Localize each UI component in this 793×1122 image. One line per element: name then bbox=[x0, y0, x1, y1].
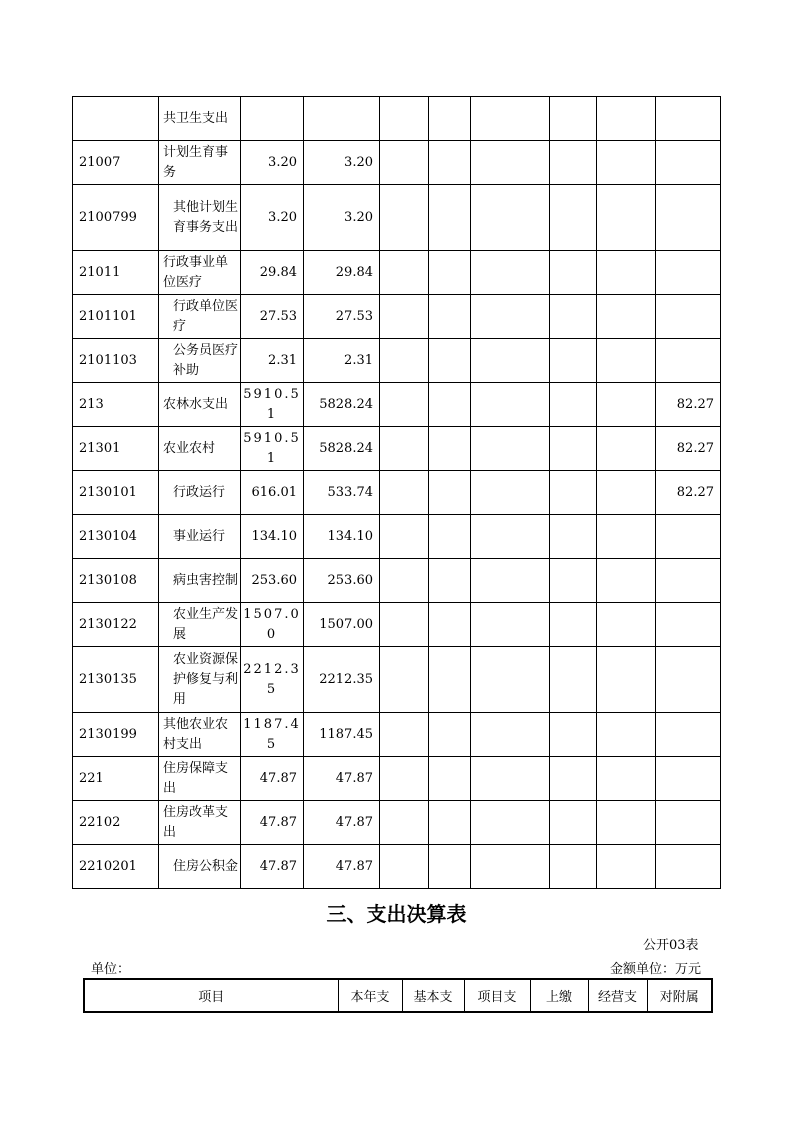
section-title: 三、支出决算表 bbox=[326, 902, 467, 926]
row-code: 2130135 bbox=[73, 647, 159, 713]
row-empty-cell bbox=[597, 515, 656, 559]
row-empty-cell bbox=[550, 185, 597, 251]
row-total: 5910.51 bbox=[241, 427, 304, 471]
row-basic: 1187.45 bbox=[304, 713, 380, 757]
row-empty-cell bbox=[429, 757, 471, 801]
row-empty-cell bbox=[597, 647, 656, 713]
row-subsidiary bbox=[656, 339, 721, 383]
row-empty-cell bbox=[597, 383, 656, 427]
row-empty-cell bbox=[471, 383, 550, 427]
row-subsidiary bbox=[656, 757, 721, 801]
row-subsidiary bbox=[656, 141, 721, 185]
row-name: 住房保障支出 bbox=[159, 757, 241, 801]
row-code: 21301 bbox=[73, 427, 159, 471]
row-subsidiary bbox=[656, 515, 721, 559]
row-basic bbox=[304, 97, 380, 141]
row-name: 农林水支出 bbox=[159, 383, 241, 427]
row-empty-cell bbox=[550, 427, 597, 471]
row-empty-cell bbox=[471, 647, 550, 713]
row-total: 2212.35 bbox=[241, 647, 304, 713]
row-empty-cell bbox=[471, 339, 550, 383]
row-empty-cell bbox=[471, 97, 550, 141]
row-empty-cell bbox=[550, 515, 597, 559]
row-empty-cell bbox=[471, 427, 550, 471]
row-total: 27.53 bbox=[241, 295, 304, 339]
row-empty-cell bbox=[597, 185, 656, 251]
row-basic: 5828.24 bbox=[304, 383, 380, 427]
row-basic: 47.87 bbox=[304, 845, 380, 889]
row-total: 2.31 bbox=[241, 339, 304, 383]
row-code: 2210201 bbox=[73, 845, 159, 889]
row-empty-cell bbox=[597, 845, 656, 889]
row-total: 3.20 bbox=[241, 185, 304, 251]
row-empty-cell bbox=[550, 383, 597, 427]
row-basic: 533.74 bbox=[304, 471, 380, 515]
row-empty-cell bbox=[429, 713, 471, 757]
row-empty-cell bbox=[429, 383, 471, 427]
row-basic: 2212.35 bbox=[304, 647, 380, 713]
row-empty-cell bbox=[550, 141, 597, 185]
row-code bbox=[73, 97, 159, 141]
row-empty-cell bbox=[550, 647, 597, 713]
row-total: 134.10 bbox=[241, 515, 304, 559]
row-code: 2100799 bbox=[73, 185, 159, 251]
row-empty-cell bbox=[380, 559, 429, 603]
row-empty-cell bbox=[471, 185, 550, 251]
header-cell-subsidiary: 对附属 bbox=[647, 979, 712, 1012]
row-empty-cell bbox=[597, 801, 656, 845]
row-code: 213 bbox=[73, 383, 159, 427]
header-row bbox=[84, 979, 712, 1012]
row-empty-cell bbox=[471, 471, 550, 515]
row-empty-cell bbox=[550, 339, 597, 383]
row-empty-cell bbox=[471, 559, 550, 603]
table-row bbox=[73, 97, 721, 141]
row-name: 公务员医疗补助 bbox=[159, 339, 241, 383]
table-row bbox=[73, 559, 721, 603]
row-empty-cell bbox=[471, 141, 550, 185]
table-row bbox=[73, 251, 721, 295]
row-name: 事业运行 bbox=[159, 515, 241, 559]
row-empty-cell bbox=[429, 647, 471, 713]
table-row bbox=[73, 141, 721, 185]
row-empty-cell bbox=[597, 427, 656, 471]
table-row bbox=[73, 515, 721, 559]
row-subsidiary bbox=[656, 647, 721, 713]
row-empty-cell bbox=[550, 295, 597, 339]
row-basic: 5828.24 bbox=[304, 427, 380, 471]
row-code: 2130108 bbox=[73, 559, 159, 603]
row-subsidiary bbox=[656, 97, 721, 141]
row-empty-cell bbox=[550, 845, 597, 889]
row-empty-cell bbox=[380, 801, 429, 845]
row-empty-cell bbox=[429, 559, 471, 603]
row-total: 253.60 bbox=[241, 559, 304, 603]
table-row bbox=[73, 471, 721, 515]
row-code: 22102 bbox=[73, 801, 159, 845]
expenditure-continuation-table bbox=[72, 96, 721, 889]
row-total: 47.87 bbox=[241, 801, 304, 845]
header-cell-basic: 基本支 bbox=[402, 979, 464, 1012]
row-code: 2101101 bbox=[73, 295, 159, 339]
row-empty-cell bbox=[550, 251, 597, 295]
table-row bbox=[73, 801, 721, 845]
row-total: 5910.51 bbox=[241, 383, 304, 427]
amount-unit: 金额单位：万元 bbox=[610, 962, 702, 977]
row-total: 29.84 bbox=[241, 251, 304, 295]
row-code: 2130199 bbox=[73, 713, 159, 757]
row-empty-cell bbox=[550, 801, 597, 845]
row-basic: 1507.00 bbox=[304, 603, 380, 647]
row-name: 农业农村 bbox=[159, 427, 241, 471]
row-empty-cell bbox=[597, 559, 656, 603]
row-empty-cell bbox=[380, 515, 429, 559]
row-empty-cell bbox=[380, 757, 429, 801]
row-empty-cell bbox=[429, 603, 471, 647]
table-row bbox=[73, 845, 721, 889]
row-empty-cell bbox=[380, 647, 429, 713]
row-empty-cell bbox=[597, 713, 656, 757]
header-cell-remit: 上缴 bbox=[530, 979, 588, 1012]
row-empty-cell bbox=[550, 603, 597, 647]
row-code: 2130104 bbox=[73, 515, 159, 559]
table-row bbox=[73, 185, 721, 251]
row-subsidiary bbox=[656, 801, 721, 845]
row-name: 行政单位医疗 bbox=[159, 295, 241, 339]
row-name: 病虫害控制 bbox=[159, 559, 241, 603]
unit-label: 单位： bbox=[91, 962, 131, 977]
row-empty-cell bbox=[429, 515, 471, 559]
row-empty-cell bbox=[380, 427, 429, 471]
row-empty-cell bbox=[380, 713, 429, 757]
row-total: 3.20 bbox=[241, 141, 304, 185]
row-name: 住房公积金 bbox=[159, 845, 241, 889]
row-basic: 47.87 bbox=[304, 801, 380, 845]
row-empty-cell bbox=[550, 559, 597, 603]
row-subsidiary: 82.27 bbox=[656, 383, 721, 427]
row-basic: 29.84 bbox=[304, 251, 380, 295]
row-empty-cell bbox=[597, 603, 656, 647]
row-empty-cell bbox=[550, 713, 597, 757]
row-empty-cell bbox=[597, 251, 656, 295]
row-total: 616.01 bbox=[241, 471, 304, 515]
row-total: 1187.45 bbox=[241, 713, 304, 757]
row-total: 47.87 bbox=[241, 845, 304, 889]
row-code: 2101103 bbox=[73, 339, 159, 383]
row-total: 1507.00 bbox=[241, 603, 304, 647]
row-empty-cell bbox=[380, 251, 429, 295]
row-empty-cell bbox=[429, 339, 471, 383]
row-code: 21007 bbox=[73, 141, 159, 185]
row-code: 2130101 bbox=[73, 471, 159, 515]
row-subsidiary bbox=[656, 295, 721, 339]
row-empty-cell bbox=[471, 757, 550, 801]
row-code: 21011 bbox=[73, 251, 159, 295]
row-empty-cell bbox=[429, 251, 471, 295]
row-total: 47.87 bbox=[241, 757, 304, 801]
row-name: 共卫生支出 bbox=[159, 97, 241, 141]
row-basic: 134.10 bbox=[304, 515, 380, 559]
table-row bbox=[73, 647, 721, 713]
row-empty-cell bbox=[380, 185, 429, 251]
row-subsidiary bbox=[656, 603, 721, 647]
header-cell-item: 项目 bbox=[84, 979, 338, 1012]
row-basic: 3.20 bbox=[304, 185, 380, 251]
row-empty-cell bbox=[597, 295, 656, 339]
row-total bbox=[241, 97, 304, 141]
row-name: 其他计划生育事务支出 bbox=[159, 185, 241, 251]
row-empty-cell bbox=[550, 757, 597, 801]
row-empty-cell bbox=[597, 141, 656, 185]
row-name: 行政事业单位医疗 bbox=[159, 251, 241, 295]
header-cell-operating: 经营支 bbox=[588, 979, 647, 1012]
row-empty-cell bbox=[380, 97, 429, 141]
table-row bbox=[73, 713, 721, 757]
table-row bbox=[73, 603, 721, 647]
row-name: 住房改革支出 bbox=[159, 801, 241, 845]
row-empty-cell bbox=[471, 845, 550, 889]
row-subsidiary bbox=[656, 185, 721, 251]
row-empty-cell bbox=[471, 801, 550, 845]
row-empty-cell bbox=[429, 801, 471, 845]
row-empty-cell bbox=[597, 339, 656, 383]
row-empty-cell bbox=[380, 603, 429, 647]
row-empty-cell bbox=[550, 471, 597, 515]
row-empty-cell bbox=[429, 295, 471, 339]
row-code: 2130122 bbox=[73, 603, 159, 647]
row-subsidiary: 82.27 bbox=[656, 471, 721, 515]
expenditure-final-accounts-table bbox=[83, 978, 713, 1013]
row-empty-cell bbox=[429, 97, 471, 141]
row-empty-cell bbox=[597, 97, 656, 141]
row-empty-cell bbox=[429, 845, 471, 889]
row-basic: 3.20 bbox=[304, 141, 380, 185]
table-row bbox=[73, 427, 721, 471]
row-subsidiary bbox=[656, 845, 721, 889]
row-empty-cell bbox=[597, 757, 656, 801]
row-empty-cell bbox=[429, 471, 471, 515]
row-empty-cell bbox=[471, 295, 550, 339]
header-cell-project: 项目支 bbox=[464, 979, 530, 1012]
row-empty-cell bbox=[380, 295, 429, 339]
row-empty-cell bbox=[380, 471, 429, 515]
row-subsidiary bbox=[656, 559, 721, 603]
row-basic: 253.60 bbox=[304, 559, 380, 603]
row-name: 农业资源保护修复与利用 bbox=[159, 647, 241, 713]
row-basic: 2.31 bbox=[304, 339, 380, 383]
header-cell-current-year: 本年支 bbox=[338, 979, 402, 1012]
row-basic: 47.87 bbox=[304, 757, 380, 801]
row-name: 计划生育事务 bbox=[159, 141, 241, 185]
row-code: 221 bbox=[73, 757, 159, 801]
row-empty-cell bbox=[380, 845, 429, 889]
row-empty-cell bbox=[597, 471, 656, 515]
row-empty-cell bbox=[471, 603, 550, 647]
row-empty-cell bbox=[471, 713, 550, 757]
row-empty-cell bbox=[550, 97, 597, 141]
row-name: 农业生产发展 bbox=[159, 603, 241, 647]
row-name: 其他农业农村支出 bbox=[159, 713, 241, 757]
row-empty-cell bbox=[471, 515, 550, 559]
row-subsidiary bbox=[656, 713, 721, 757]
row-empty-cell bbox=[380, 339, 429, 383]
row-empty-cell bbox=[471, 251, 550, 295]
row-basic: 27.53 bbox=[304, 295, 380, 339]
row-subsidiary bbox=[656, 251, 721, 295]
row-subsidiary: 82.27 bbox=[656, 427, 721, 471]
table-row bbox=[73, 383, 721, 427]
form-number: 公开03表 bbox=[643, 938, 699, 953]
row-empty-cell bbox=[429, 141, 471, 185]
row-empty-cell bbox=[429, 427, 471, 471]
table-row bbox=[73, 339, 721, 383]
row-empty-cell bbox=[429, 185, 471, 251]
table-row bbox=[73, 295, 721, 339]
row-empty-cell bbox=[380, 383, 429, 427]
row-name: 行政运行 bbox=[159, 471, 241, 515]
row-empty-cell bbox=[380, 141, 429, 185]
table-row bbox=[73, 757, 721, 801]
